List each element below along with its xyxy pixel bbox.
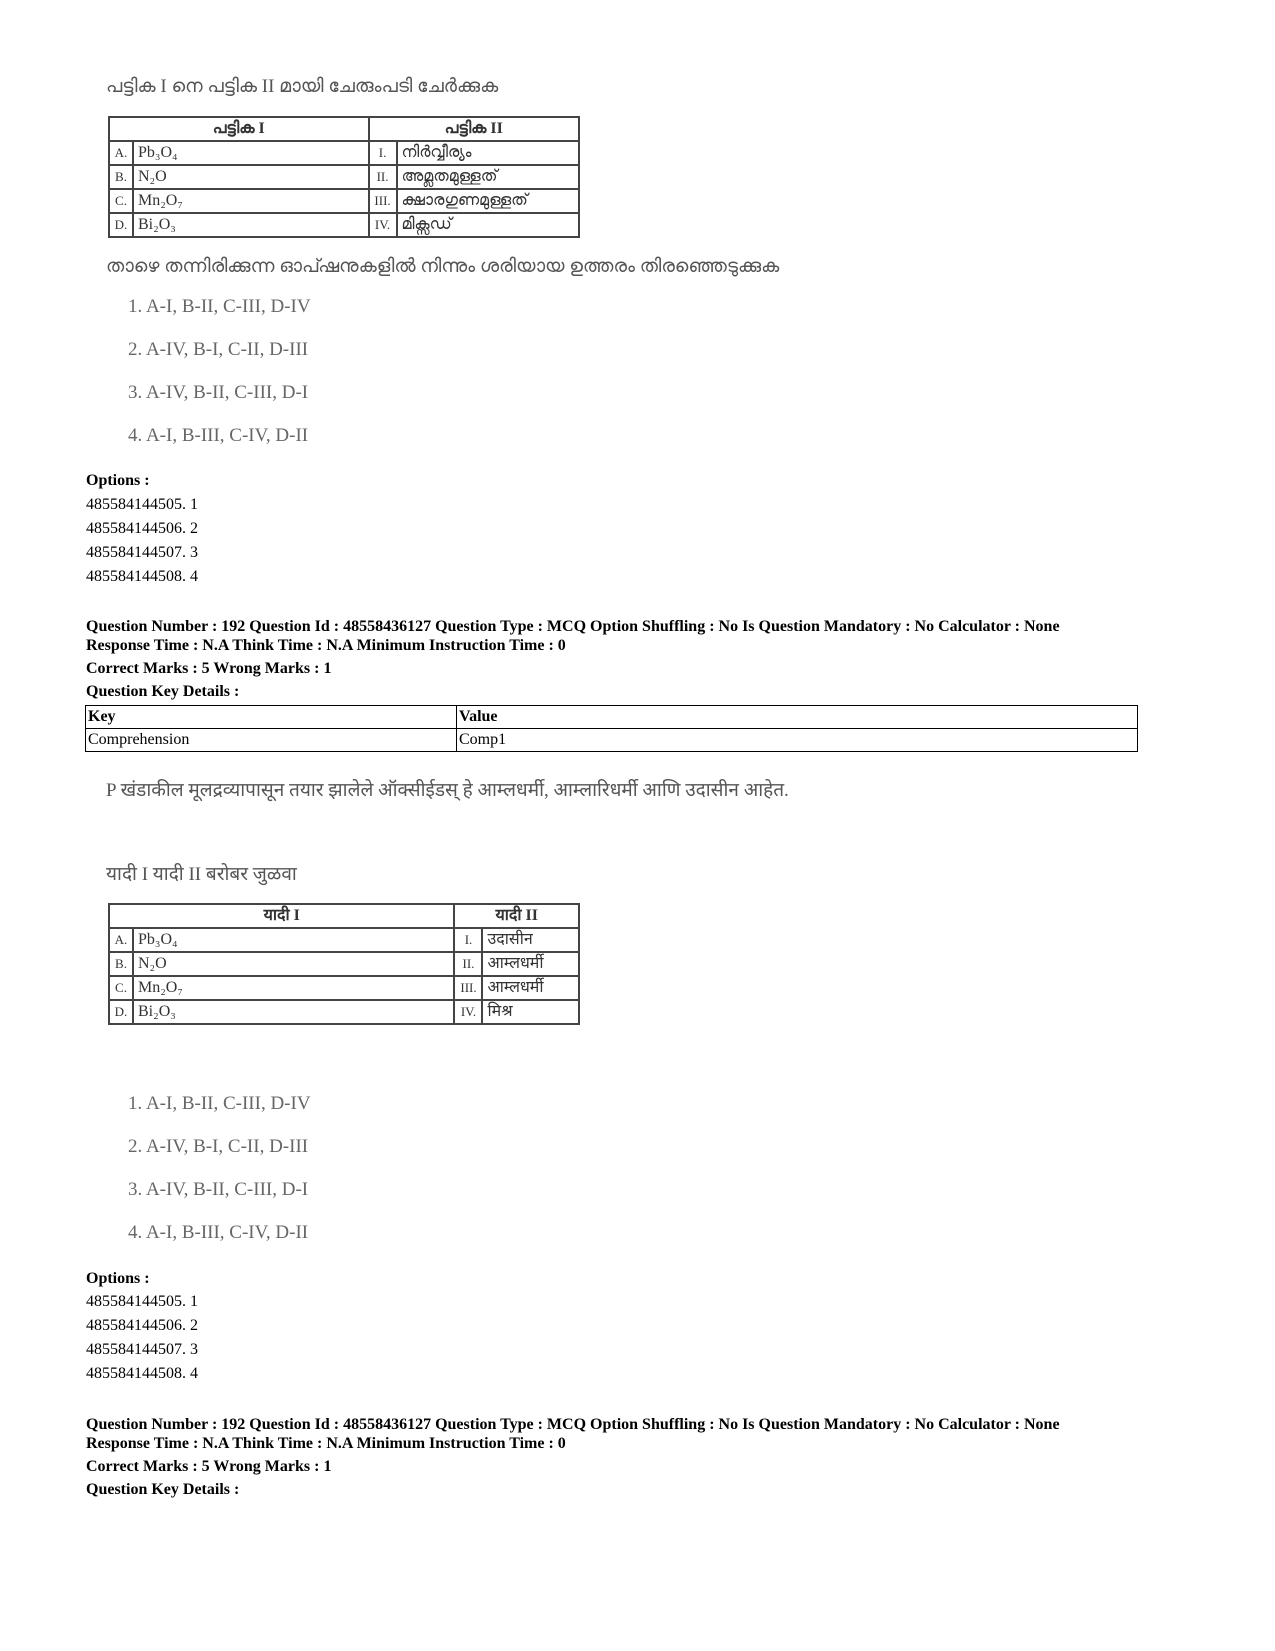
q2-match-table — [108, 903, 580, 1025]
row-numeral: II. — [369, 165, 397, 189]
property: നിർവ്വീര്യം — [397, 141, 579, 165]
table-row — [109, 189, 579, 213]
q2-options-list — [86, 1290, 198, 1386]
row-numeral: IV. — [454, 1000, 482, 1024]
key-header: Key — [86, 706, 457, 729]
property: आम्लधर्मी — [482, 952, 579, 976]
q2-answer-1: 1. A-I, B-II, C-III, D-IV — [128, 1093, 311, 1114]
q1-choose-instruction: താഴെ തന്നിരിക്കുന്ന ഓപ്ഷനുകളിൽ നിന്നും ശരിയായ ഉത്തരം തിരഞ്ഞെടുക്കുക — [106, 256, 780, 277]
q2-answer-2: 2. A-IV, B-I, C-II, D-III — [128, 1136, 309, 1157]
compound: Mn₂O₇ — [133, 976, 454, 1000]
table-row — [109, 952, 579, 976]
table-row — [109, 213, 579, 237]
q1-match-table — [108, 116, 580, 238]
row-numeral: IV. — [369, 213, 397, 237]
row-letter: C. — [109, 976, 133, 1000]
row-letter: D. — [109, 1000, 133, 1024]
q2-col1-header: यादी I — [109, 904, 454, 928]
value-cell: Comp1 — [457, 729, 1138, 752]
list-item: 485584144506. 2 — [86, 520, 198, 537]
list-item: 485584144507. 3 — [86, 544, 198, 561]
q1-col1-header: പട്ടിക I — [109, 117, 369, 141]
row-letter: A. — [109, 141, 133, 165]
q2-meta-line1: Question Number : 192 Question Id : 48558436127 Question Type : MCQ Option Shuffling : No Is Question Mandatory : No Calculator : None — [86, 618, 1060, 635]
row-numeral: III. — [369, 189, 397, 213]
q1-answer-3: 3. A-IV, B-II, C-III, D-I — [128, 382, 309, 403]
q2-meta-line2: Response Time : N.A Think Time : N.A Minimum Instruction Time : 0 — [86, 637, 566, 654]
q2-instruction: यादी I यादी II बरोबर जुळवा — [106, 864, 297, 885]
value-header: Value — [457, 706, 1138, 729]
q2-answer-4: 4. A-I, B-III, C-IV, D-II — [128, 1222, 309, 1243]
list-item: 485584144505. 1 — [86, 1293, 198, 1310]
compound: Bi₂O₃ — [133, 213, 369, 237]
list-item: 485584144508. 4 — [86, 1365, 198, 1382]
q1-answer-1: 1. A-I, B-II, C-III, D-IV — [128, 296, 311, 317]
q2-options-label: Options : — [86, 1270, 150, 1287]
q1-instruction: പട്ടിക I നെ പട്ടിക II മായി ചേരുംപടി ചേർക്കുക — [106, 76, 499, 97]
property: അമ്ലതമുള്ളത് — [397, 165, 579, 189]
table-row — [109, 165, 579, 189]
list-item: 485584144505. 1 — [86, 496, 198, 513]
q3-marks: Correct Marks : 5 Wrong Marks : 1 — [86, 1458, 332, 1475]
q1-answer-2: 2. A-IV, B-I, C-II, D-III — [128, 339, 309, 360]
list-item: 485584144506. 2 — [86, 1317, 198, 1334]
property: ക്ഷാരഗുണമുള്ളത് — [397, 189, 579, 213]
row-letter: B. — [109, 165, 133, 189]
compound: N₂O — [133, 952, 454, 976]
compound: Pb₃O₄ — [133, 141, 369, 165]
q2-marks: Correct Marks : 5 Wrong Marks : 1 — [86, 660, 332, 677]
property: मिश्र — [482, 1000, 579, 1024]
q2-col2-header: यादी II — [454, 904, 579, 928]
list-item: 485584144508. 4 — [86, 568, 198, 585]
table-row — [109, 1000, 579, 1024]
key-cell: Comprehension — [86, 729, 457, 752]
q3-key-details-label: Question Key Details : — [86, 1481, 240, 1498]
compound: N₂O — [133, 165, 369, 189]
property: आम्लधर्मी — [482, 976, 579, 1000]
q2-statement: P खंडाकील मूलद्रव्यापासून तयार झालेले ऑक्सीईडस् हे आम्लधर्मी, आम्लारिधर्मी आणि उदासीन आहेत. — [106, 780, 789, 801]
list-item: 485584144507. 3 — [86, 1341, 198, 1358]
q2-answer-3: 3. A-IV, B-II, C-III, D-I — [128, 1179, 309, 1200]
table-row — [109, 928, 579, 952]
row-letter: D. — [109, 213, 133, 237]
q2-key-details-label: Question Key Details : — [86, 683, 240, 700]
table-row — [109, 976, 579, 1000]
row-numeral: II. — [454, 952, 482, 976]
compound: Mn₂O₇ — [133, 189, 369, 213]
q2-key-table — [85, 705, 1138, 752]
row-letter: A. — [109, 928, 133, 952]
q1-col2-header: പട്ടിക II — [369, 117, 579, 141]
q3-meta-line1: Question Number : 192 Question Id : 48558436127 Question Type : MCQ Option Shuffling : No Is Question Mandatory : No Calculator : None — [86, 1416, 1060, 1433]
row-letter: C. — [109, 189, 133, 213]
table-row — [86, 706, 1138, 729]
property: മിക്സഡ് — [397, 213, 579, 237]
table-row — [109, 141, 579, 165]
q1-answer-4: 4. A-I, B-III, C-IV, D-II — [128, 425, 309, 446]
compound: Pb₃O₄ — [133, 928, 454, 952]
property: उदासीन — [482, 928, 579, 952]
row-numeral: I. — [369, 141, 397, 165]
compound: Bi₂O₃ — [133, 1000, 454, 1024]
row-letter: B. — [109, 952, 133, 976]
q1-options-list — [86, 493, 198, 589]
q3-meta-line2: Response Time : N.A Think Time : N.A Minimum Instruction Time : 0 — [86, 1435, 566, 1452]
row-numeral: III. — [454, 976, 482, 1000]
q1-options-label: Options : — [86, 472, 150, 489]
table-row — [86, 729, 1138, 752]
row-numeral: I. — [454, 928, 482, 952]
